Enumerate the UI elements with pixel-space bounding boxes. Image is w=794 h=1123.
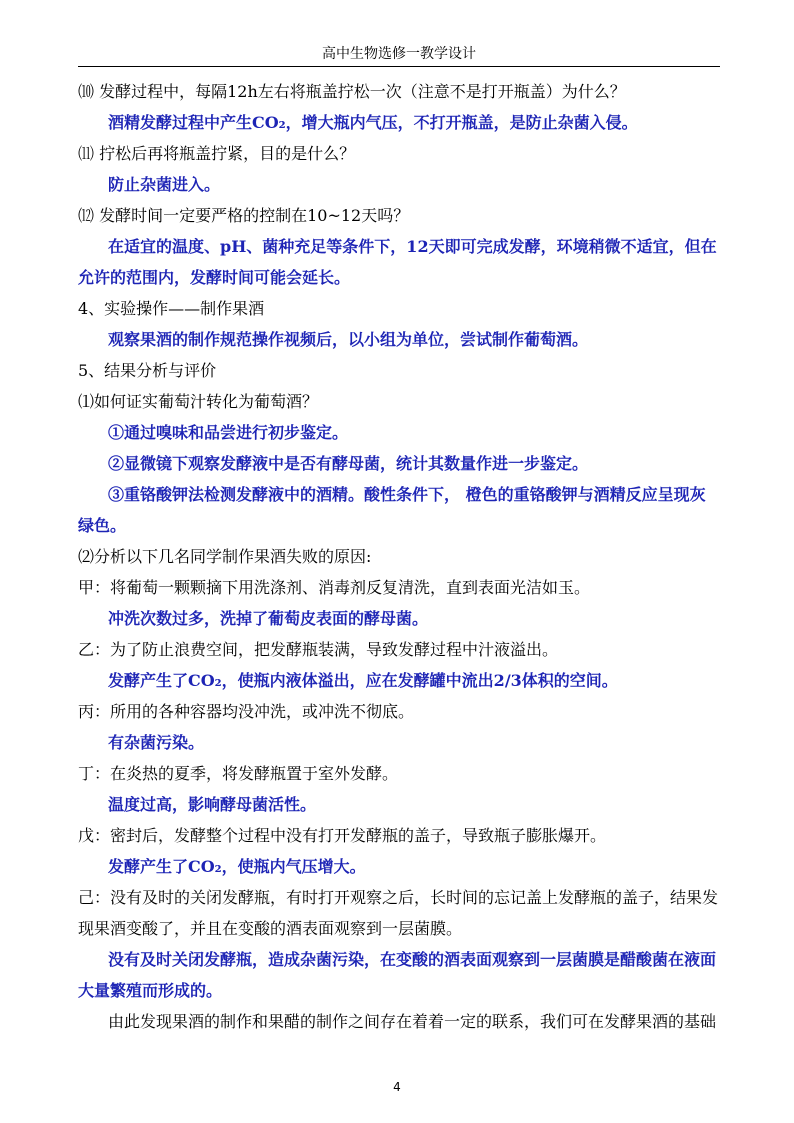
answer-line: 在适宜的温度、pH、菌种充足等条件下，12天即可完成发酵，环境稍微不适宜，但在	[108, 237, 717, 256]
answer-line: ③重铬酸钾法检测发酵液中的酒精。酸性条件下， 橙色的重铬酸钾与酒精反应呈现灰	[108, 485, 706, 504]
question-line: 现果酒变酸了，并且在变酸的酒表面观察到一层菌膜。	[78, 919, 463, 938]
header-divider	[78, 66, 720, 67]
question-line: ⑽ 发酵过程中，每隔12h左右将瓶盖拧松一次（注意不是打开瓶盖）为什么？	[78, 82, 626, 101]
answer-line: 温度过高，影响酵母菌活性。	[108, 795, 317, 814]
answer-line: ②显微镜下观察发酵液中是否有酵母菌，统计其数量作进一步鉴定。	[108, 454, 589, 473]
document-body	[78, 76, 720, 1037]
question-line: ⑿ 发酵时间一定要严格的控制在10~12天吗？	[78, 206, 410, 225]
question-line: ⑵分析以下几名同学制作果酒失败的原因:	[78, 547, 372, 566]
question-line: 丁：在炎热的夏季，将发酵瓶置于室外发酵。	[78, 764, 399, 783]
answer-line: ①通过嗅味和品尝进行初步鉴定。	[108, 423, 349, 442]
answer-line: 有杂菌污染。	[108, 733, 205, 752]
answer-line: 酒精发酵过程中产生CO₂，增大瓶内气压，不打开瓶盖，是防止杂菌入侵。	[108, 113, 638, 132]
answer-line: 允许的范围内，发酵时间可能会延长。	[78, 268, 351, 287]
question-line: ⑴如何证实葡萄汁转化为葡萄酒？	[78, 392, 319, 411]
answer-line: 绿色。	[78, 516, 127, 535]
question-line: ⑾ 拧松后再将瓶盖拧紧，目的是什么？	[78, 144, 356, 163]
question-line: 5、结果分析与评价	[78, 361, 217, 380]
question-line: 丙：所用的各种容器均没冲洗，或冲洗不彻底。	[78, 702, 415, 721]
answer-line: 发酵产生了CO₂，使瓶内气压增大。	[108, 857, 366, 876]
question-line: 由此发现果酒的制作和果醋的制作之间存在着着一定的联系，我们可在发酵果酒的基础	[108, 1012, 717, 1031]
page-number: 4	[393, 1080, 401, 1094]
question-line: 戊：密封后，发酵整个过程中没有打开发酵瓶的盖子，导致瓶子膨胀爆开。	[78, 826, 607, 845]
answer-line: 防止杂菌进入。	[108, 175, 221, 194]
answer-line: 冲洗次数过多，洗掉了葡萄皮表面的酵母菌。	[108, 609, 429, 628]
question-line: 甲：将葡萄一颗颗摘下用洗涤剂、消毒剂反复清洗，直到表面光洁如玉。	[78, 578, 591, 597]
answer-line: 观察果酒的制作规范操作视频后，以小组为单位，尝试制作葡萄酒。	[108, 330, 589, 349]
answer-line: 没有及时关闭发酵瓶，造成杂菌污染，在变酸的酒表面观察到一层菌膜是醋酸菌在液面	[108, 950, 717, 969]
question-line: 4、实验操作——制作果酒	[78, 299, 265, 318]
answer-line: 大量繁殖而形成的。	[78, 981, 223, 1000]
question-line: 己：没有及时的关闭发酵瓶，有时打开观察之后，长时间的忘记盖上发酵瓶的盖子，结果发	[78, 888, 719, 907]
answer-line: 发酵产生了CO₂，使瓶内液体溢出，应在发酵罐中流出2/3体积的空间。	[108, 671, 618, 690]
question-line: 乙：为了防止浪费空间，把发酵瓶装满，导致发酵过程中汁液溢出。	[78, 640, 559, 659]
page-header: 高中生物选修一教学设计	[322, 46, 476, 62]
